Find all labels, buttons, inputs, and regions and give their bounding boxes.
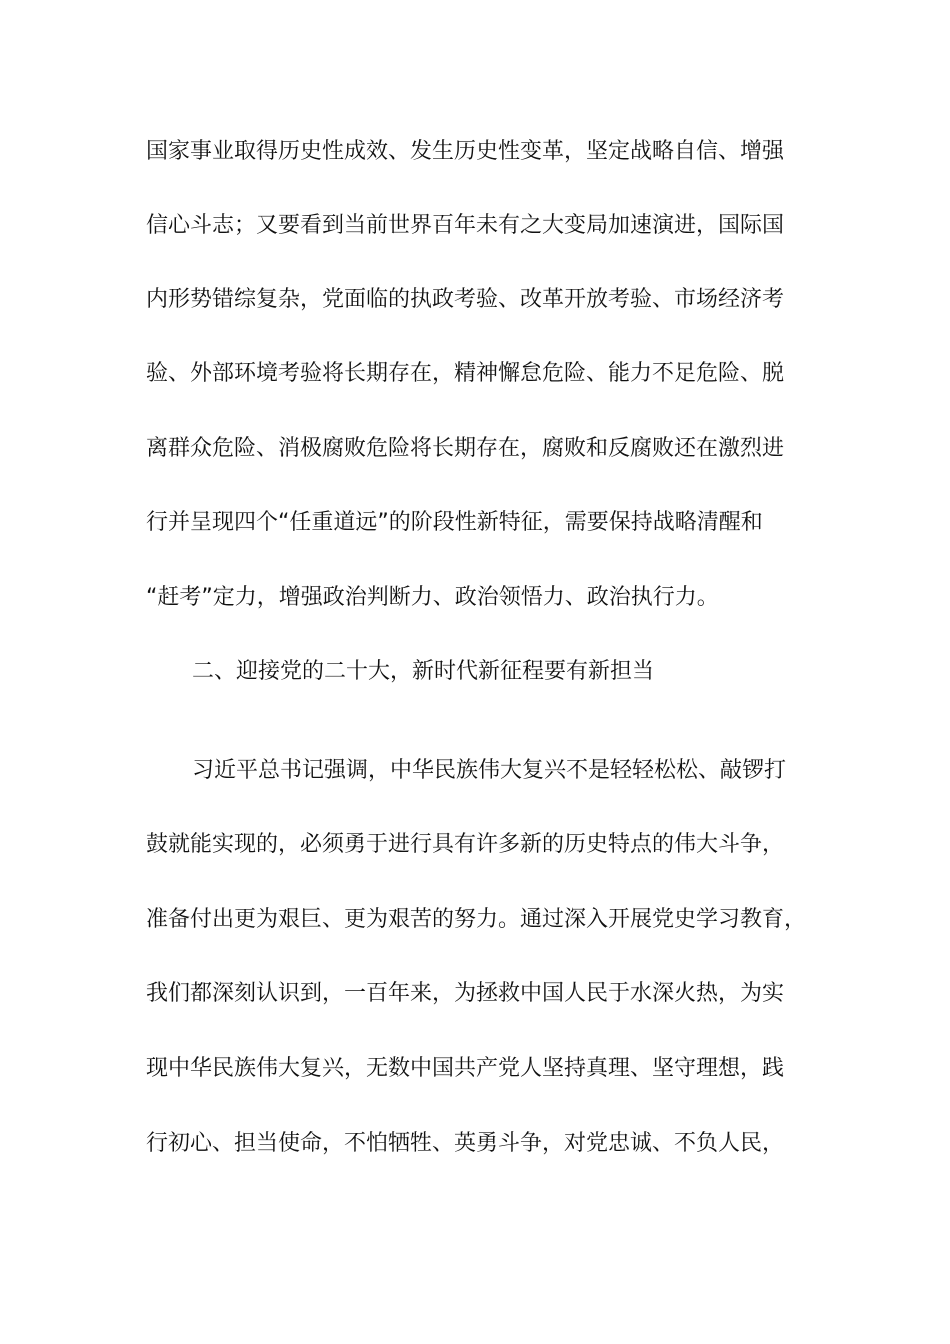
body-text-line: 验、外部环境考验将长期存在，精神懈怠危险、能力不足危险、脱 (146, 361, 785, 386)
body-text-line: 行并呈现四个“任重道远”的阶段性新特征，需要保持战略清醒和 (146, 510, 763, 535)
body-text-line: 现中华民族伟大复兴，无数中国共产党人坚持真理、坚守理想，践 (146, 1056, 785, 1081)
body-text-line: 鼓就能实现的，必须勇于进行具有许多新的历史特点的伟大斗争， (146, 832, 785, 857)
body-text-line: 内形势错综复杂，党面临的执政考验、改革开放考验、市场经济考 (146, 287, 785, 312)
body-text-line: 信心斗志；又要看到当前世界百年未有之大变局加速演进，国际国 (146, 213, 785, 238)
body-text-line: 习近平总书记强调，中华民族伟大复兴不是轻轻松松、敲锣打 (192, 758, 787, 783)
body-text-line: 我们都深刻认识到，一百年来，为拯救中国人民于水深火热，为实 (146, 981, 785, 1006)
body-text-line: 准备付出更为艰巨、更为艰苦的努力。通过深入开展党史学习教育， (146, 907, 807, 932)
body-text-line: 离群众危险、消极腐败危险将长期存在，腐败和反腐败还在激烈进 (146, 436, 785, 461)
body-text-line: “赶考”定力，增强政治判断力、政治领悟力、政治执行力。 (146, 585, 719, 610)
body-text-line: 国家事业取得历史性成效、发生历史性变革，坚定战略自信、增强 (146, 139, 785, 164)
section-heading: 二、迎接党的二十大，新时代新征程要有新担当 (192, 659, 655, 684)
body-text-line: 行初心、担当使命，不怕牺牲、英勇斗争，对党忠诚、不负人民， (146, 1131, 785, 1156)
